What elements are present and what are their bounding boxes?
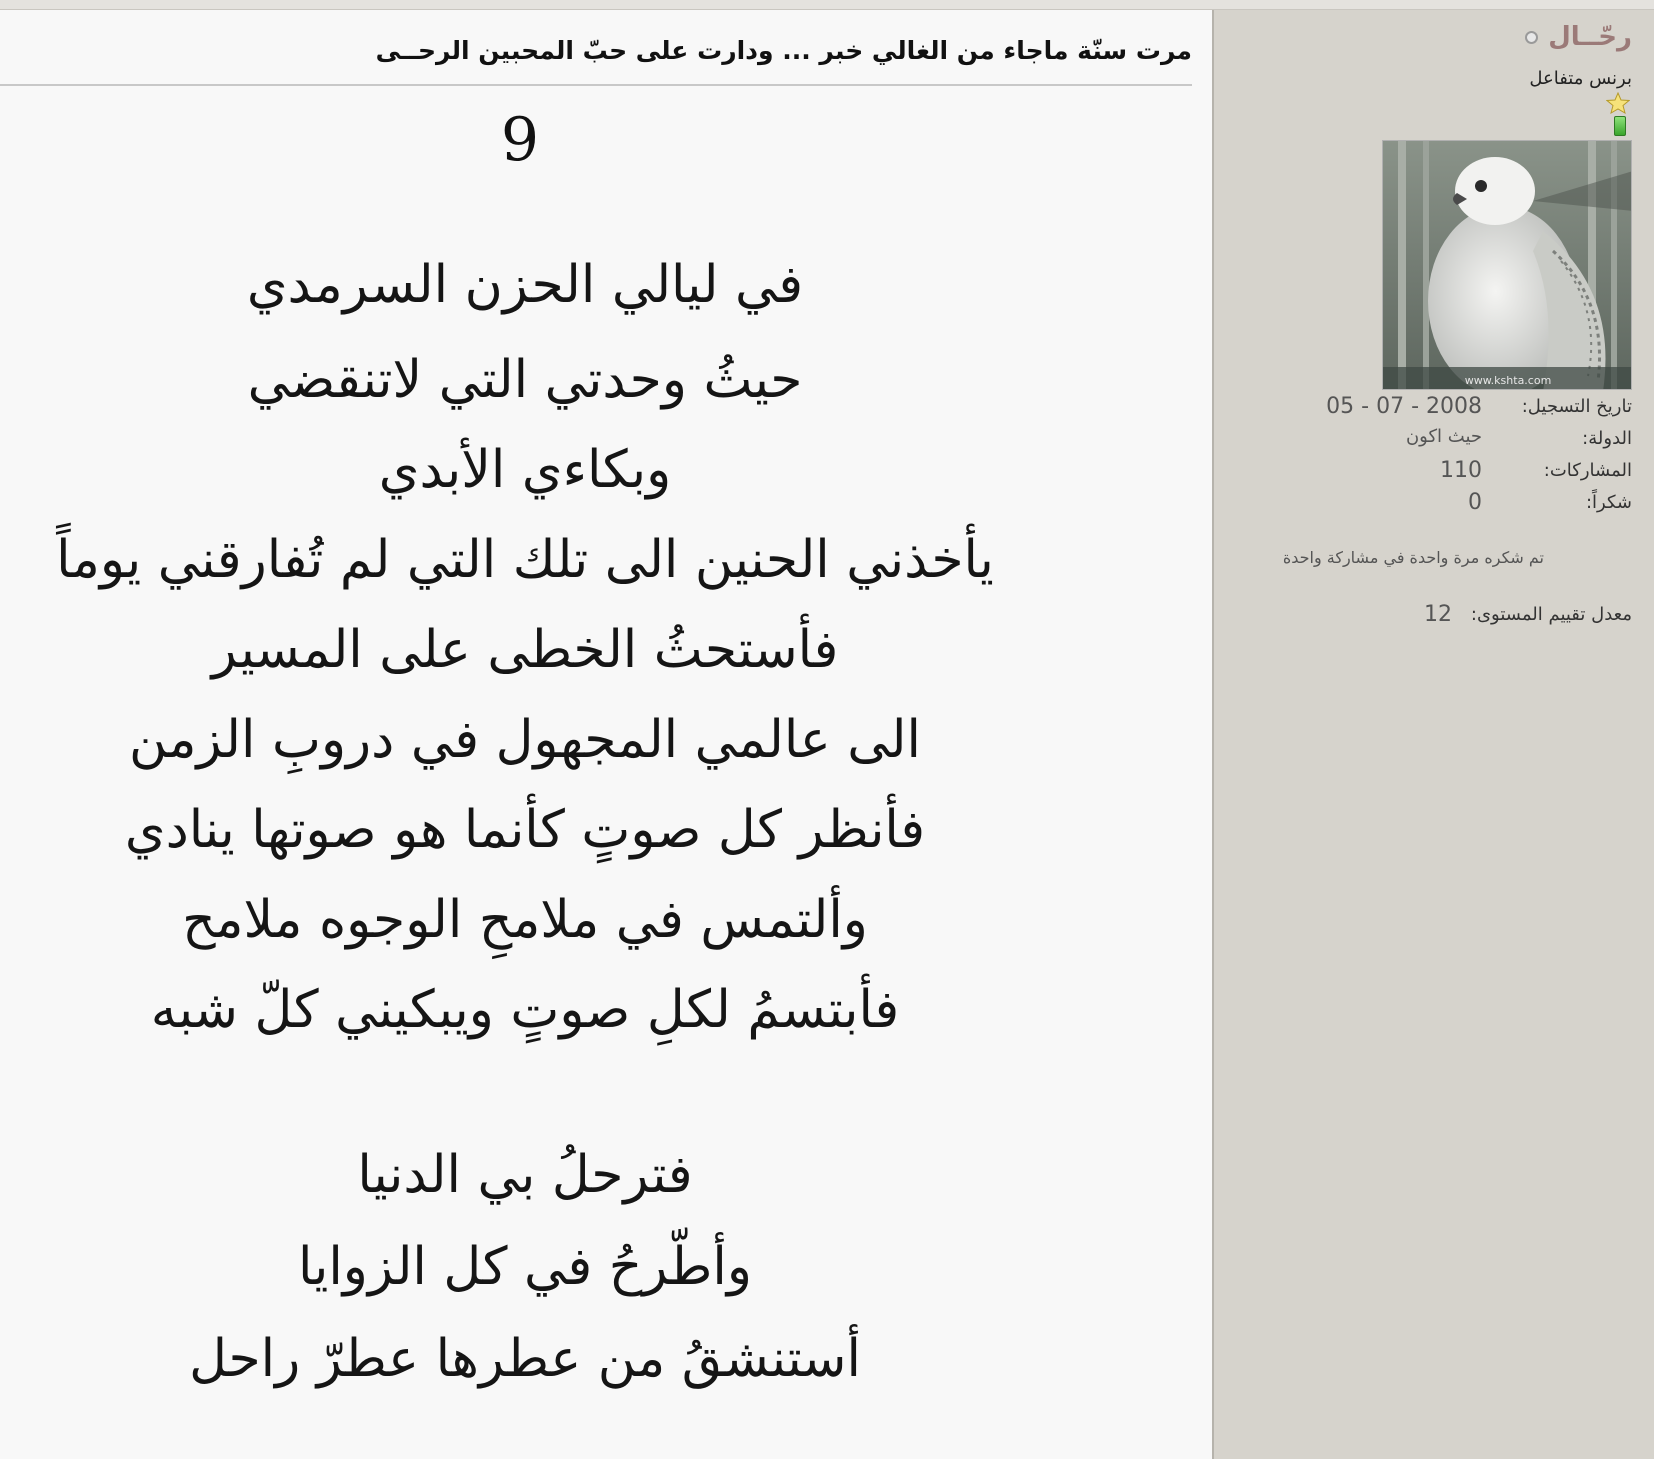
poem-line: حيثُ وحدتي التي لاتنقضي (247, 350, 803, 410)
poem-line: الى عالمي المجهول في دروبِ الزمن (129, 710, 921, 770)
falcon-avatar-image (1383, 141, 1632, 390)
top-border-strip (0, 0, 1654, 10)
post-title: مرت سنّة ماجاء من الغالي خبر ... ودارت على حبّ المحبين الرحــى (375, 36, 1192, 65)
post-number: 9 (500, 105, 540, 175)
star-icon (1606, 92, 1630, 114)
post-content (0, 10, 1212, 1459)
author-sidebar (1212, 10, 1654, 1459)
poem-line: وبكاءي الأبدي (378, 440, 672, 500)
username-link[interactable]: رحّــال (1548, 22, 1632, 52)
thanks-value: 0 (1468, 490, 1482, 515)
user-title: برنس متفاعل (1529, 68, 1632, 89)
avatar[interactable] (1382, 140, 1632, 390)
poem-body (10, 10, 1040, 1459)
poem-line: وأطّرحُ في كل الزوايا (298, 1237, 752, 1297)
poem-line: في ليالي الحزن السرمدي (246, 255, 804, 315)
level-value: 12 (1424, 602, 1452, 627)
poem-line: وألتمس في ملامحِ الوجوه ملامح (182, 890, 868, 950)
country-label: الدولة: (1582, 428, 1632, 449)
country-value: حيث اكون (1405, 426, 1482, 447)
offline-status-icon (1525, 31, 1538, 44)
poem-line: فأبتسمُ لكلِ صوتٍ ويبكيني كلّ شبه (150, 980, 900, 1040)
registration-value: 05 - 07 - 2008 (1326, 394, 1482, 419)
poem-line: فأستحثُ الخطى على المسير (211, 620, 839, 680)
posts-label: المشاركات: (1543, 460, 1632, 481)
username-row (1525, 22, 1632, 52)
poem-line: أستنشقُ من عطرها عطرّ راحل (189, 1329, 861, 1389)
avatar-watermark: www.kshta.com (1464, 374, 1552, 387)
thanks-label: شكراً: (1585, 492, 1632, 513)
poem-line: فترحلُ بي الدنيا (357, 1145, 693, 1205)
registration-label: تاريخ التسجيل: (1521, 396, 1632, 417)
level-label: معدل تقييم المستوى: (1470, 604, 1632, 625)
posts-value: 110 (1440, 458, 1482, 483)
thanked-note: تم شكره مرة واحدة في مشاركة واحدة (1282, 548, 1544, 567)
poem-line: يأخذني الحنين الى تلك التي لم تُفارقني يوماً (56, 530, 994, 590)
poem-line: فأنظر كل صوتٍ كأنما هو صوتها ينادي (124, 800, 926, 860)
reputation-icon (1614, 116, 1626, 136)
